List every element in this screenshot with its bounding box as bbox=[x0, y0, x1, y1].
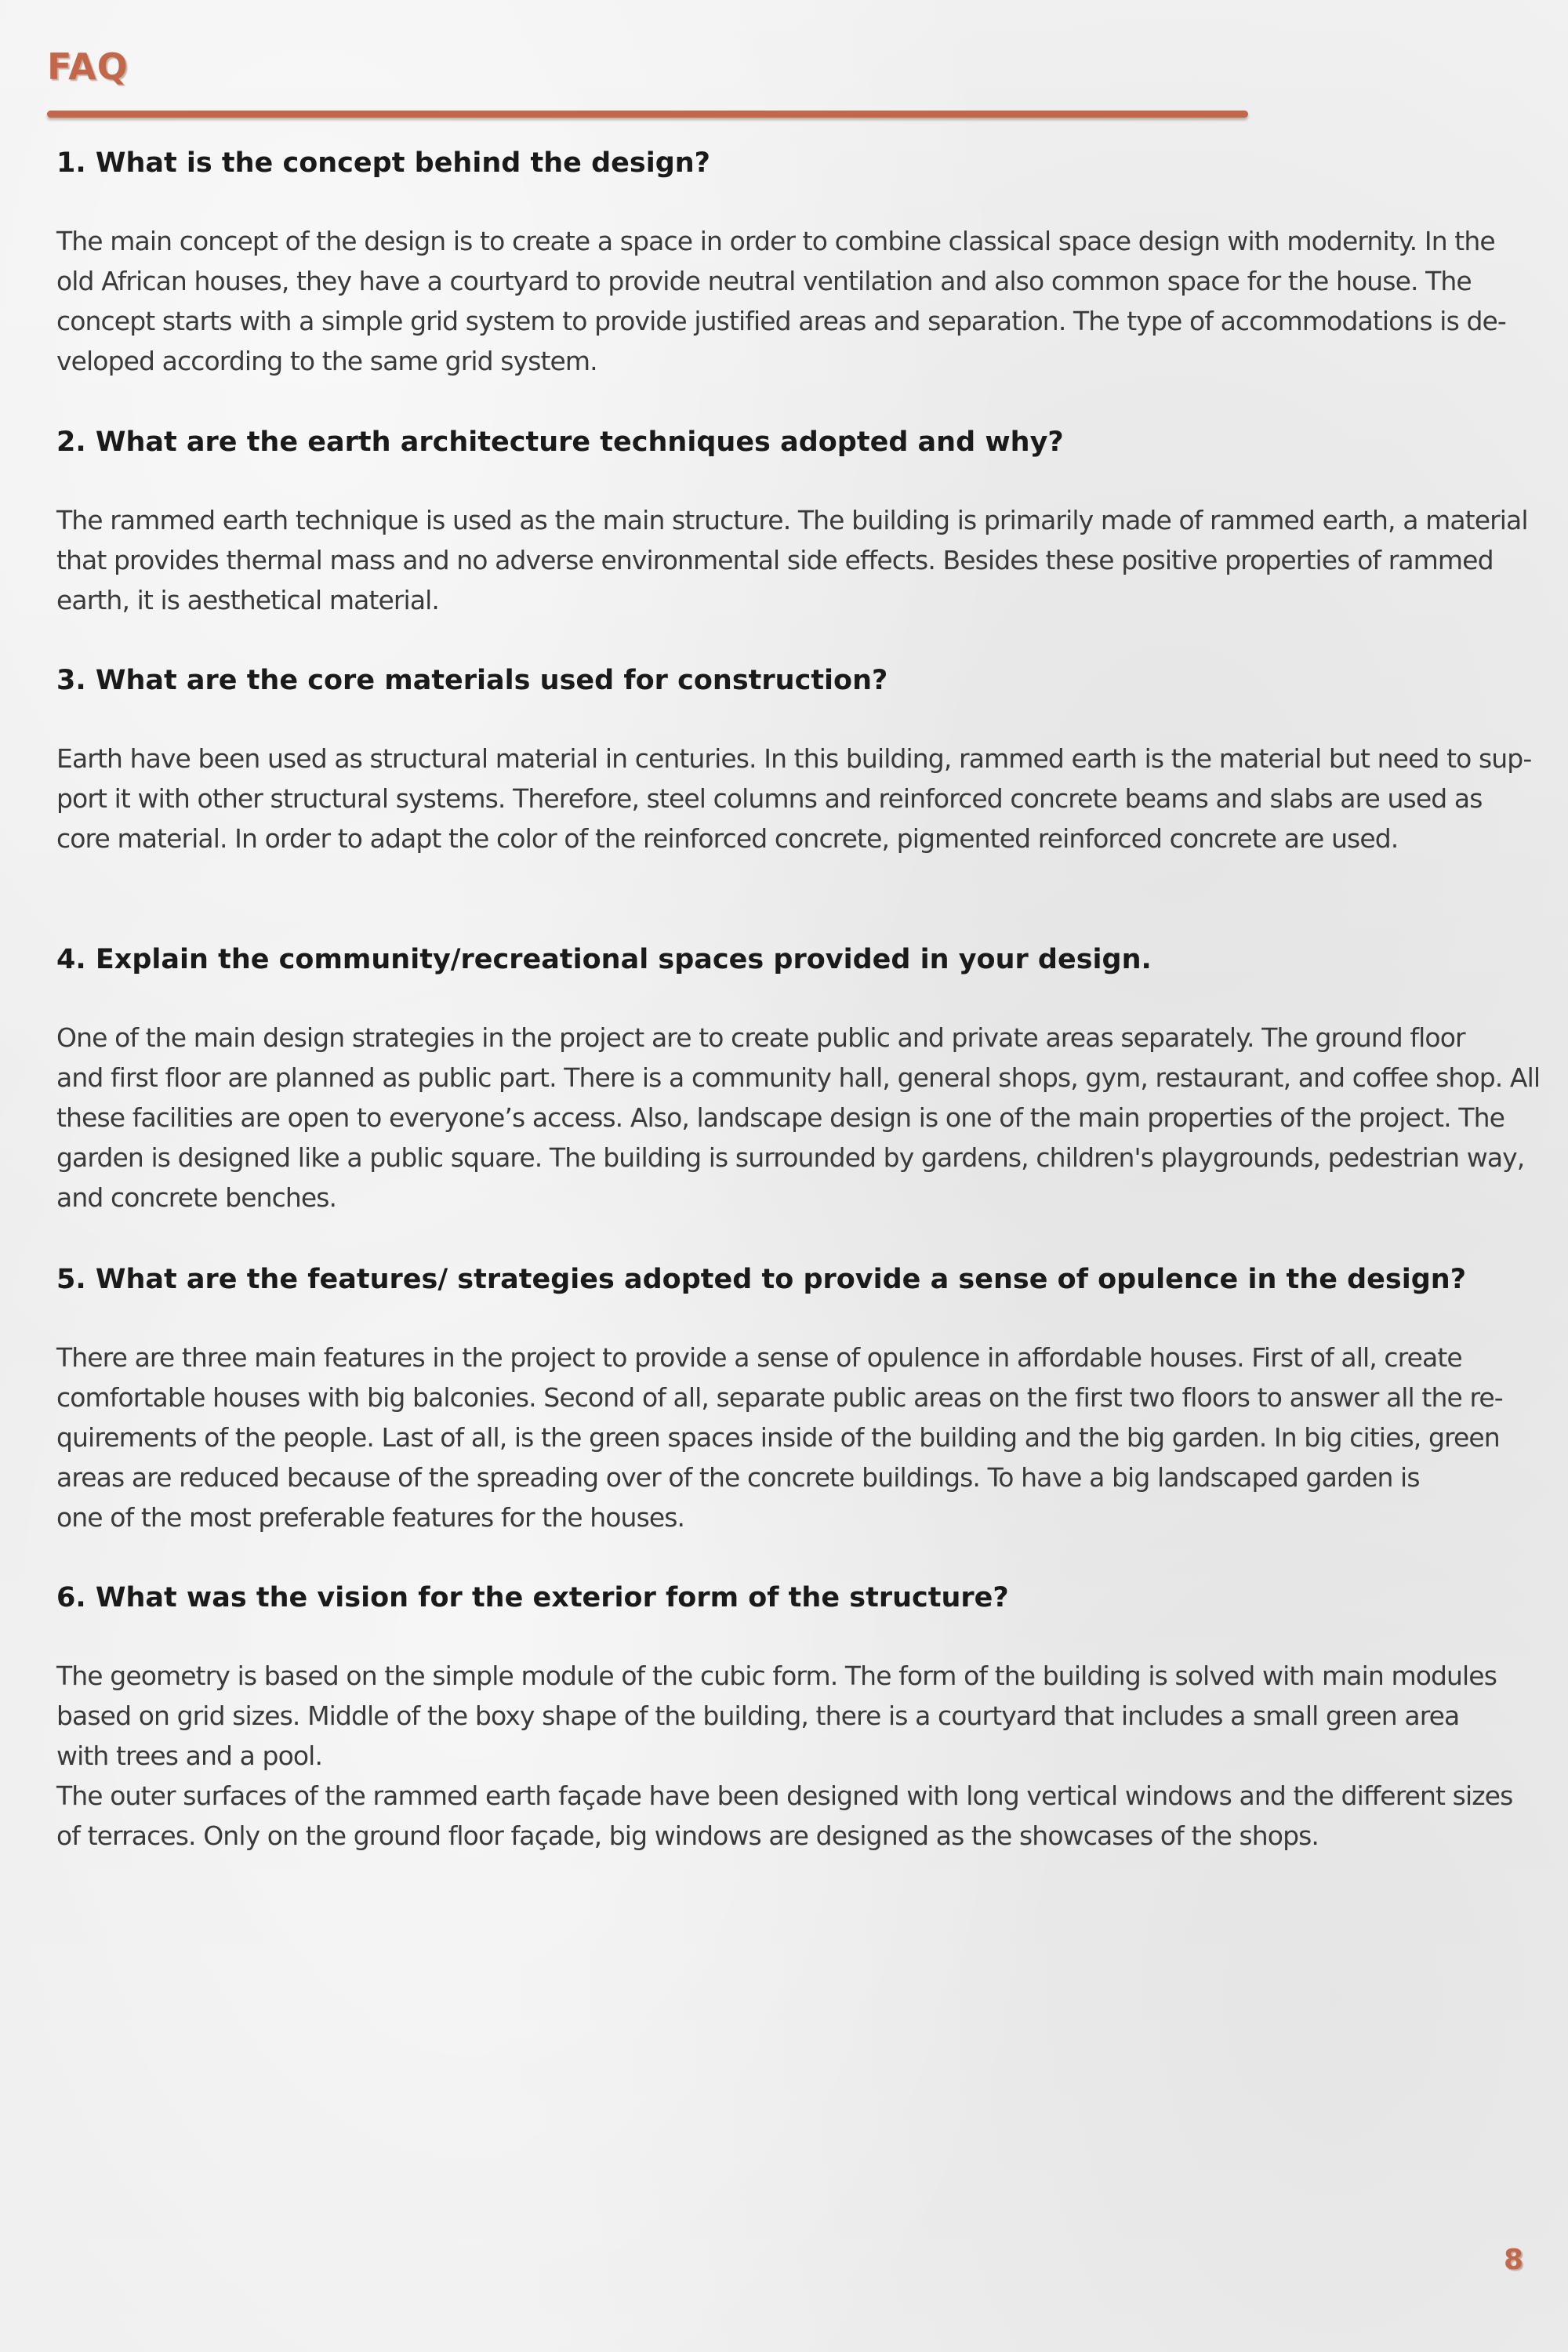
answer-line: core material. In order to adapt the color of the reinforced concrete, pigmented reinforced concrete are used. bbox=[56, 823, 1399, 854]
answer-line: The main concept of the design is to create a space in order to combine classical space design with modernity. In the bbox=[56, 226, 1495, 256]
page-number: 8 bbox=[1504, 2244, 1524, 2276]
faq-item-5 bbox=[56, 1262, 1515, 1537]
answer-line: concept starts with a simple grid system to provide justified areas and separation. The type of accommodations is de- bbox=[56, 306, 1506, 336]
faq-answer-1 bbox=[56, 221, 1515, 381]
answer-line: Earth have been used as structural material in centuries. In this building, rammed earth is the material but need to sup- bbox=[56, 743, 1532, 774]
faq-question-3: 3. What are the core materials used for construction? bbox=[56, 665, 888, 696]
faq-item-3 bbox=[56, 663, 1532, 858]
answer-line: garden is designed like a public square. The building is surrounded by gardens, children's playgrounds, pedestrian way, bbox=[56, 1142, 1525, 1173]
title-divider bbox=[47, 111, 1248, 118]
answer-line: The geometry is based on the simple module of the cubic form. The form of the building is solved with main modules bbox=[56, 1661, 1497, 1691]
page-title: FAQ bbox=[47, 45, 129, 88]
faq-item-4 bbox=[56, 942, 1541, 1218]
faq-answer-2 bbox=[56, 500, 1528, 620]
answer-line: and first floor are planned as public part. There is a community hall, general shops, gym, restaurant, and coffee shop. All bbox=[56, 1062, 1541, 1093]
faq-question-5: 5. What are the features/ strategies adopted to provide a sense of opulence in the design? bbox=[56, 1264, 1467, 1295]
answer-line: that provides thermal mass and no adverse environmental side effects. Besides these positive properties of rammed bbox=[56, 545, 1494, 575]
answer-line: areas are reduced because of the spreading over of the concrete buildings. To have a big landscaped garden is bbox=[56, 1462, 1420, 1493]
faq-answer-6 bbox=[56, 1656, 1515, 1856]
faq-question-2: 2. What are the earth architecture techniques adopted and why? bbox=[56, 426, 1064, 458]
answer-line: old African houses, they have a courtyard to provide neutral ventilation and also common space for the house. The bbox=[56, 266, 1472, 296]
faq-question-6: 6. What was the vision for the exterior form of the structure? bbox=[56, 1582, 1009, 1613]
answer-line: One of the main design strategies in the project are to create public and private areas separately. The ground floor bbox=[56, 1022, 1465, 1053]
answer-line: earth, it is aesthetical material. bbox=[56, 585, 440, 615]
faq-answer-3 bbox=[56, 739, 1532, 858]
faq-answer-4 bbox=[56, 1018, 1541, 1218]
answer-line: of terraces. Only on the ground floor façade, big windows are designed as the showcases of the shops. bbox=[56, 1820, 1319, 1851]
answer-line: comfortable houses with big balconies. Second of all, separate public areas on the first two floors to answer all the re- bbox=[56, 1382, 1503, 1413]
answer-line: quirements of the people. Last of all, is the green spaces inside of the building and the big garden. In big cities, green bbox=[56, 1422, 1500, 1453]
answer-line: port it with other structural systems. Therefore, steel columns and reinforced concrete beams and slabs are used as bbox=[56, 783, 1483, 814]
answer-line: based on grid sizes. Middle of the boxy shape of the building, there is a courtyard that includes a small green area bbox=[56, 1700, 1460, 1731]
answer-line: with trees and a pool. bbox=[56, 1740, 323, 1771]
answer-line: The rammed earth technique is used as the main structure. The building is primarily made of rammed earth, a material bbox=[56, 505, 1528, 535]
answer-line: The outer surfaces of the rammed earth façade have been designed with long vertical windows and the different sizes bbox=[56, 1780, 1513, 1811]
answer-line: There are three main features in the project to provide a sense of opulence in affordable houses. First of all, create bbox=[56, 1342, 1462, 1373]
faq-question-4: 4. Explain the community/recreational spaces provided in your design. bbox=[56, 944, 1152, 975]
faq-item-6 bbox=[56, 1581, 1515, 1856]
answer-line: these facilities are open to everyone’s access. Also, landscape design is one of the main properties of the project. The bbox=[56, 1102, 1505, 1133]
answer-line: one of the most preferable features for the houses. bbox=[56, 1502, 685, 1533]
answer-line: veloped according to the same grid system. bbox=[56, 346, 597, 376]
faq-question-1: 1. What is the concept behind the design? bbox=[56, 147, 710, 179]
answer-line: and concrete benches. bbox=[56, 1182, 337, 1213]
faq-answer-5 bbox=[56, 1338, 1515, 1537]
faq-item-1 bbox=[56, 146, 1515, 381]
faq-item-2 bbox=[56, 425, 1528, 620]
